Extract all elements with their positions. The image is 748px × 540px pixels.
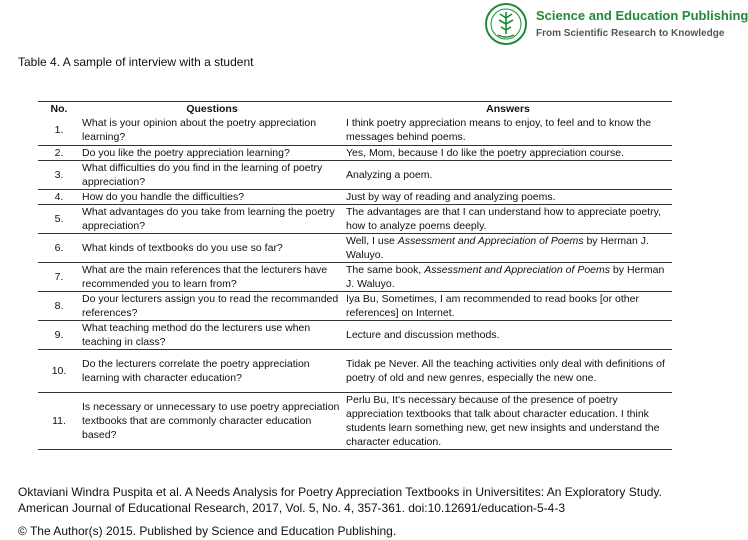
publisher-name: Science and Education Publishing [536, 8, 748, 23]
table-row [38, 204, 672, 233]
table-row [38, 116, 672, 145]
table-row [38, 145, 672, 160]
row-question: What are the main references that the lecturers have recommended you to learn from? [82, 263, 328, 290]
row-question: What is your opinion about the poetry appreciation learning? [82, 117, 317, 144]
row-number: 10. [51, 364, 67, 377]
row-answer: The same book, Assessment and Appreciation of Poems by Herman J. Waluyo. [346, 263, 665, 290]
row-answer: Analyzing a poem. [346, 168, 433, 181]
header-no: No. [50, 103, 68, 115]
row-number: 6. [54, 241, 64, 254]
row-answer: Tidak pe Never. All the teaching activities only deal with definitions of poetry of old and new genres, especially the new one. [346, 357, 665, 384]
row-question: What advantages do you take from learning the poetry appreciation? [82, 205, 335, 232]
publisher-logo [484, 2, 748, 48]
table-row [38, 291, 672, 320]
table-row [38, 160, 672, 189]
row-question: Is necessary or unnecessary to use poetry appreciation textbooks that are commonly character education based? [82, 400, 340, 441]
row-answer: Lecture and discussion methods. [346, 328, 500, 341]
header-answers: Answers [486, 103, 530, 115]
table-row [38, 320, 672, 349]
row-answer: The advantages are that I can understand how to appreciate poetry, how to analyze poems deeply. [346, 205, 662, 232]
row-question: Do you like the poetry appreciation learning? [82, 146, 290, 159]
row-number: 3. [54, 168, 64, 181]
row-answer: Just by way of reading and analyzing poems. [346, 190, 556, 203]
interview-table [38, 101, 672, 450]
row-question: How do you handle the difficulties? [82, 190, 245, 203]
row-number: 1. [54, 124, 64, 137]
row-number: 11. [52, 414, 66, 427]
table-caption: Table 4. A sample of interview with a student [18, 55, 254, 69]
table-row [38, 392, 672, 449]
row-number: 7. [54, 270, 64, 283]
table-header-row [38, 102, 672, 117]
table-row [38, 349, 672, 392]
table-row [38, 233, 672, 262]
row-answer: Well, I use Assessment and Appreciation of Poems by Herman J. Waluyo. [346, 234, 649, 261]
row-number: 2. [54, 146, 64, 159]
copyright-notice: © The Author(s) 2015. Published by Science and Education Publishing. [18, 524, 397, 538]
row-answer: Yes, Mom, because I do like the poetry appreciation course. [346, 146, 625, 159]
citation-line-1: Oktaviani Windra Puspita et al. A Needs Analysis for Poetry Appreciation Textbooks in Universitites: An Exploratory Study. [18, 485, 662, 499]
row-answer: I think poetry appreciation means to enjoy, to feel and to know the messages behind poems. [346, 117, 652, 144]
header-questions: Questions [186, 103, 238, 115]
publisher-tagline: From Scientific Research to Knowledge [536, 28, 725, 39]
row-question: What difficulties do you find in the learning of poetry appreciation? [82, 161, 323, 188]
row-question: What kinds of textbooks do you use so far? [82, 241, 283, 254]
row-answer: Iya Bu, Sometimes, I am recommended to read books [or other references] on Internet. [346, 292, 639, 319]
table-row [38, 262, 672, 291]
publisher-seal-icon [484, 2, 528, 46]
row-answer: Perlu Bu, It's necessary because of the presence of poetry appreciation textbooks that talk about character education. I think students learn something new, get new insights and understand the character education. [346, 393, 660, 448]
table-row [38, 189, 672, 204]
row-number: 8. [54, 299, 64, 312]
row-number: 5. [54, 212, 64, 225]
row-question: Do the lecturers correlate the poetry appreciation learning with character education? [82, 357, 310, 384]
row-number: 4. [54, 190, 64, 203]
row-question: What teaching method do the lecturers use when teaching in class? [82, 321, 311, 348]
row-number: 9. [54, 328, 64, 341]
row-question: Do your lecturers assign you to read the recommanded references? [82, 292, 339, 319]
citation-line-2: American Journal of Educational Research, 2017, Vol. 5, No. 4, 357-361. doi:10.12691/education-5-4-3 [18, 501, 566, 515]
